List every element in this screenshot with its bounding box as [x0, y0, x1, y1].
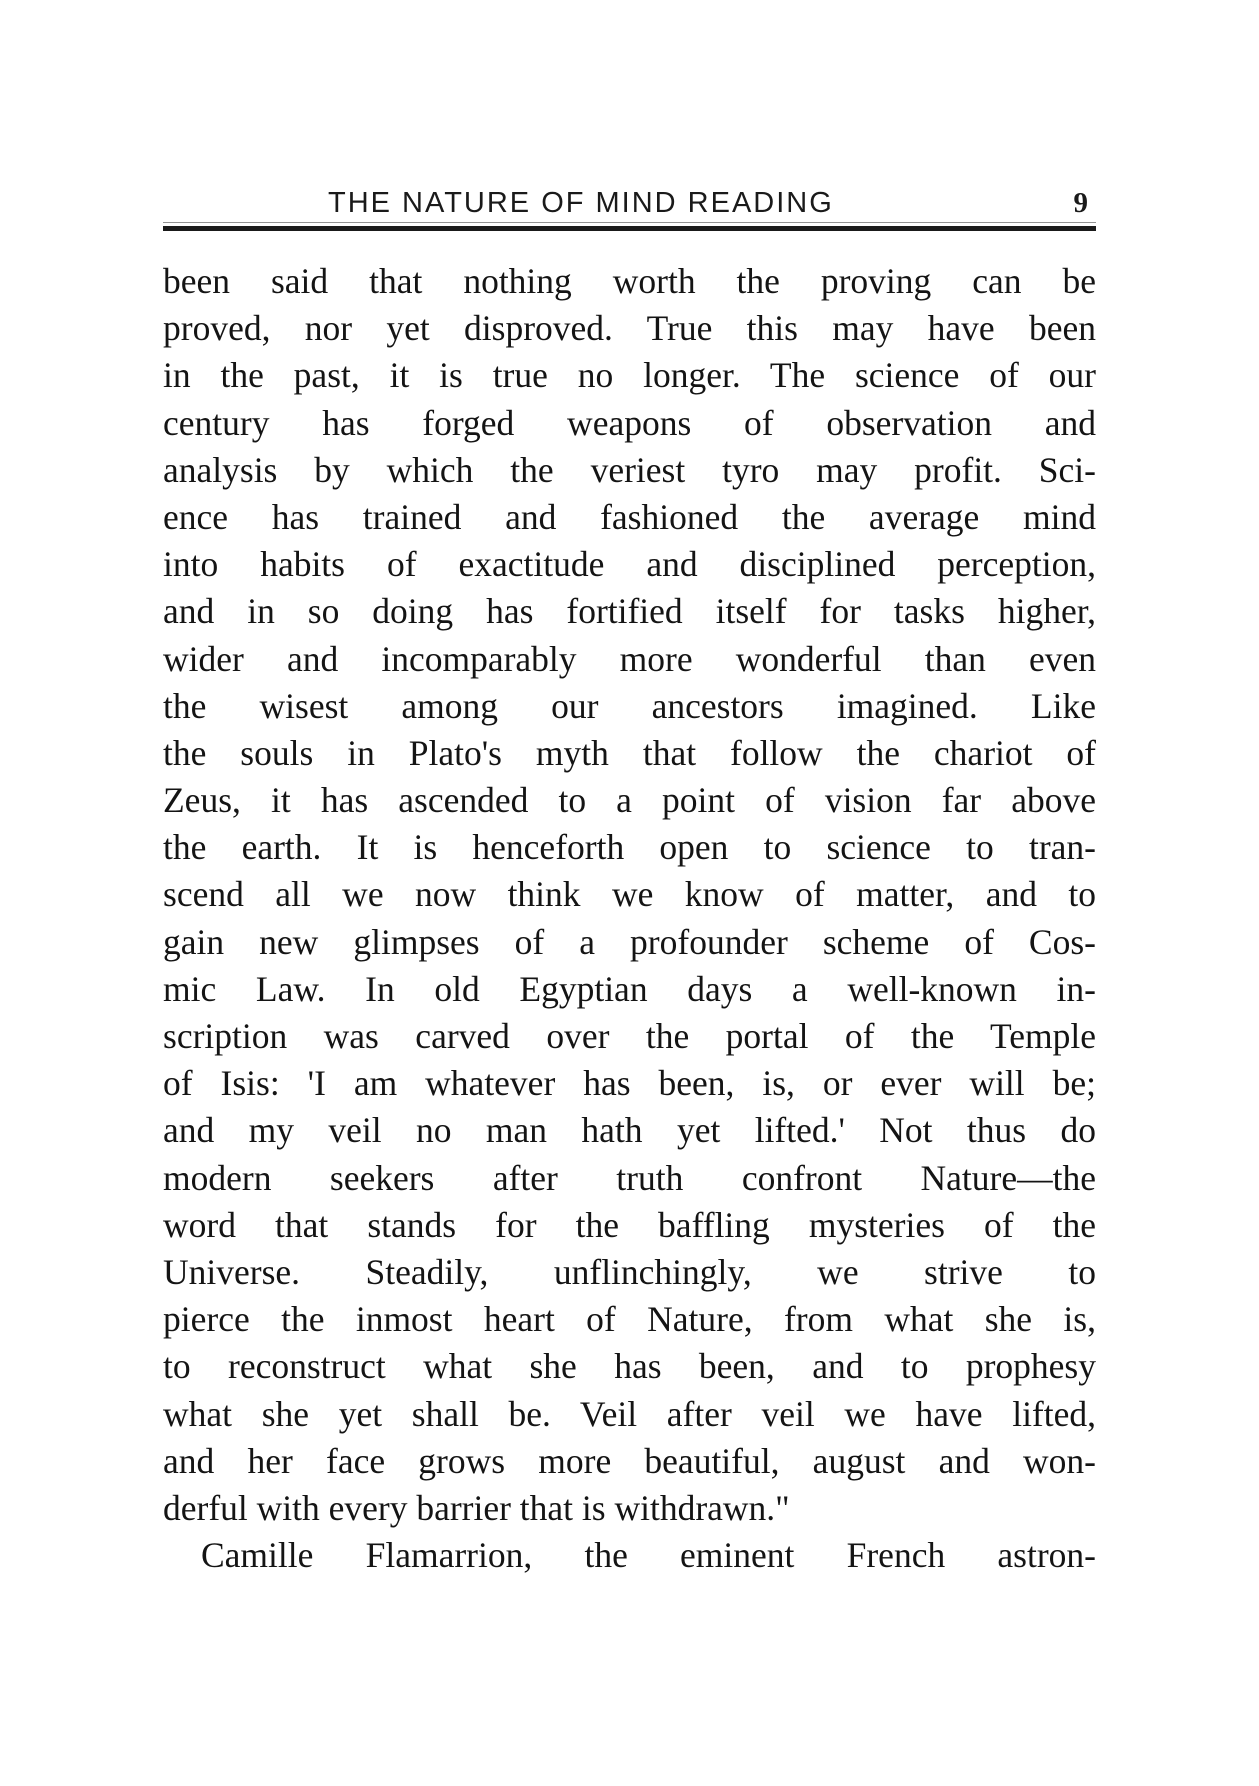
text-line: and her face grows more beautiful, august and won- — [163, 1440, 1096, 1481]
text-line: mic Law. In old Egyptian days a well-known in- — [163, 968, 1096, 1009]
text-line: of Isis: 'I am whatever has been, is, or ever will be; — [163, 1063, 1096, 1104]
text-line: the wisest among our ancestors imagined. Like — [163, 685, 1096, 726]
text-line: in the past, it is true no longer. The science of our — [163, 355, 1096, 396]
text-line: Zeus, it has ascended to a point of vision far above — [163, 780, 1096, 821]
text-line: the earth. It is henceforth open to science to tran- — [163, 827, 1096, 868]
text-line: what she yet shall be. Veil after veil we have lifted, — [163, 1393, 1096, 1434]
text-line: gain new glimpses of a profounder scheme of Cos- — [163, 921, 1096, 962]
text-line: Universe. Steadily, unflinchingly, we strive to — [163, 1251, 1096, 1292]
text-line: modern seekers after truth confront Nature—the — [163, 1157, 1096, 1198]
text-line: and my veil no man hath yet lifted.' Not thus do — [163, 1110, 1096, 1151]
text-line: century has forged weapons of observation and — [163, 402, 1096, 443]
text-line: the souls in Plato's myth that follow the chariot of — [163, 732, 1096, 773]
text-line: analysis by which the veriest tyro may profit. Sci- — [163, 449, 1096, 490]
text-line: derful with every barrier that is withdrawn." — [163, 1487, 790, 1528]
text-line: scend all we now think we know of matter, and to — [163, 874, 1096, 915]
text-line: Camille Flamarrion, the eminent French astron- — [201, 1535, 1096, 1576]
text-line: proved, nor yet disproved. True this may have been — [163, 308, 1096, 349]
text-line: been said that nothing worth the proving can be — [163, 261, 1096, 301]
paragraph-2 — [163, 1532, 1096, 1579]
paragraph-1 — [163, 258, 1096, 1532]
text-line: wider and incomparably more wonderful than even — [163, 638, 1096, 679]
text-line: ence has trained and fashioned the average mind — [163, 496, 1096, 537]
running-head-title: THE NATURE OF MIND READING — [328, 187, 834, 219]
header-rule — [163, 226, 1096, 231]
text-line: and in so doing has fortified itself for tasks higher, — [163, 591, 1096, 632]
text-line: into habits of exactitude and disciplined perception, — [163, 544, 1096, 585]
page-number: 9 — [1073, 187, 1088, 219]
text-line: to reconstruct what she has been, and to prophesy — [163, 1346, 1096, 1387]
text-line: word that stands for the baffling mysteries of the — [163, 1204, 1096, 1245]
text-line: pierce the inmost heart of Nature, from what she is, — [163, 1299, 1096, 1340]
header-rule-thin — [163, 222, 1096, 223]
text-line: scription was carved over the portal of the Temple — [163, 1016, 1096, 1056]
body-text — [163, 258, 1096, 1579]
